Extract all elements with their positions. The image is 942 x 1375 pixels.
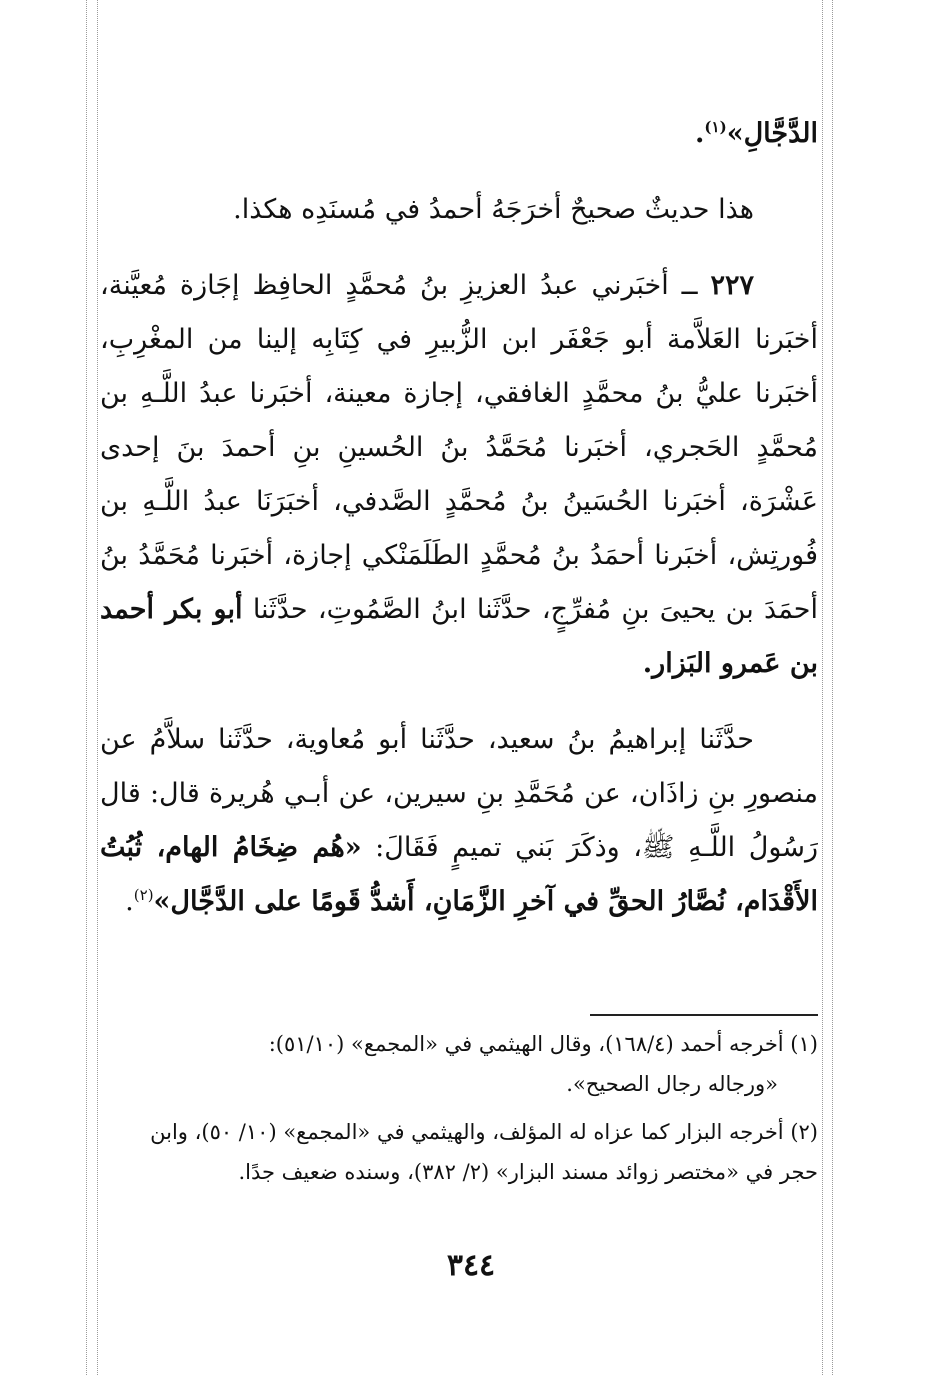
- matn-paragraph: [100, 713, 818, 929]
- isnad-text: ــ أخبَرني عبدُ العزيزِ بنُ مُحمَّدٍ الحافِظ إجَازة مُعيَّنة، أخبَرنا العَلاَّمة أبو جَعْفَر ابن الزُّبيرِ في كِتَابِه إلينا من المغْرِبِ، أخبَرنا عليُّ بنُ محمَّدٍ الغافقي، إجازة معينة، أخبَرنا عبدُ اللَّـهِ بن مُحمَّدٍ الحَجري، أخبَرنا مُحَمَّدُ بنُ الحُسينِ بنِ أحمدَ بنَ إحدى عَشْرَة، أخبَرنا الحُسَينُ بنُ مُحمَّدٍ الصَّدفي، أخبَرَنَا عبدُ اللَّـهِ بن فُورتِش، أخبَرنا أحمَدُ بنُ مُحمَّدٍ الطَلَمَنْكي إجازة، أخبَرنا مُحَمَّدُ بنُ أحمَدَ بن يحيىَ بنِ مُفرِّجٍ، حدَّثَنا ابنُ الصَّمُوتِ، حدَّثَنا: [100, 270, 818, 625]
- footnote-separator: [590, 1014, 818, 1016]
- verdict-paragraph: [100, 183, 818, 237]
- matn-quote: «هُم ضِخَامُ الهام، ثُبُتُ الأَقْدَام، نُصَّارُ الحقِّ في آخرِ الزَّمَانِ، أَشدُّ قَومًا على الدَّجَّال»: [100, 832, 818, 917]
- scan-guide-left-outer: [86, 0, 87, 1375]
- footnote-spacer: [100, 1104, 818, 1112]
- scan-guide-right-inner: [822, 0, 823, 1375]
- matn-end: .: [125, 886, 134, 917]
- scan-guide-left-inner: [97, 0, 98, 1375]
- footnote-2-line-2: حجر في «مختصر زوائد مسند البزار» (٢/ ٣٨٢)، وسنده ضعيف جدًا.: [238, 1160, 818, 1184]
- footnote-1-line-2: «ورجاله رجال الصحيح».: [566, 1072, 778, 1096]
- scan-guide-right-outer: [832, 0, 833, 1375]
- footnote-1-line-1: (١) أخرجه أحمد (١٦٨/٤)، وقال الهيثمي في «المجمع» (٥١/١٠):: [268, 1032, 818, 1056]
- footnote-2-line-1: (٢) أخرجه البزار كما عزاه له المؤلف، والهيثمي في «المجمع» (١٠/ ٥٠)، وابن: [150, 1120, 818, 1144]
- continuation-line: [100, 118, 818, 149]
- paragraph-spacer: [100, 691, 818, 713]
- isnad-paragraph: [100, 259, 818, 691]
- page-number: ٣٤٤: [446, 1248, 496, 1283]
- footnote-ref-2: (٢): [133, 886, 154, 904]
- continuation-end: .: [695, 118, 705, 149]
- footnotes-section: [100, 1024, 818, 1192]
- matn-chain-text: حدَّثَنا إبراهيمُ بنُ سعيد، حدَّثَنا أبو مُعاوية، حدَّثَنا سلاَّمُ عن منصورِ بنِ زاذَان، عن مُحَمَّدِ بنِ سيرين، عن أبـي هُريرة قال: قال رَسُولُ اللَّـهِ ﷺ، وذكَرَ بَني تميمٍ فَقَالَ:: [100, 724, 818, 863]
- verdict-text: هذا حديثٌ صحيحٌ أخرَجَهُ أحمدُ في مُسنَدِه هكذا.: [233, 194, 754, 225]
- hadith-number: ٢٢٧: [710, 270, 754, 301]
- page-body: [100, 118, 818, 929]
- paragraph-spacer: [100, 237, 818, 259]
- footnote-ref-1: (١): [704, 118, 727, 136]
- continuation-text: الدَّجَّالِ»: [726, 118, 818, 149]
- isnad-bold-name: أبو بكر أحمد بن عَمرو البَزار.: [100, 594, 818, 679]
